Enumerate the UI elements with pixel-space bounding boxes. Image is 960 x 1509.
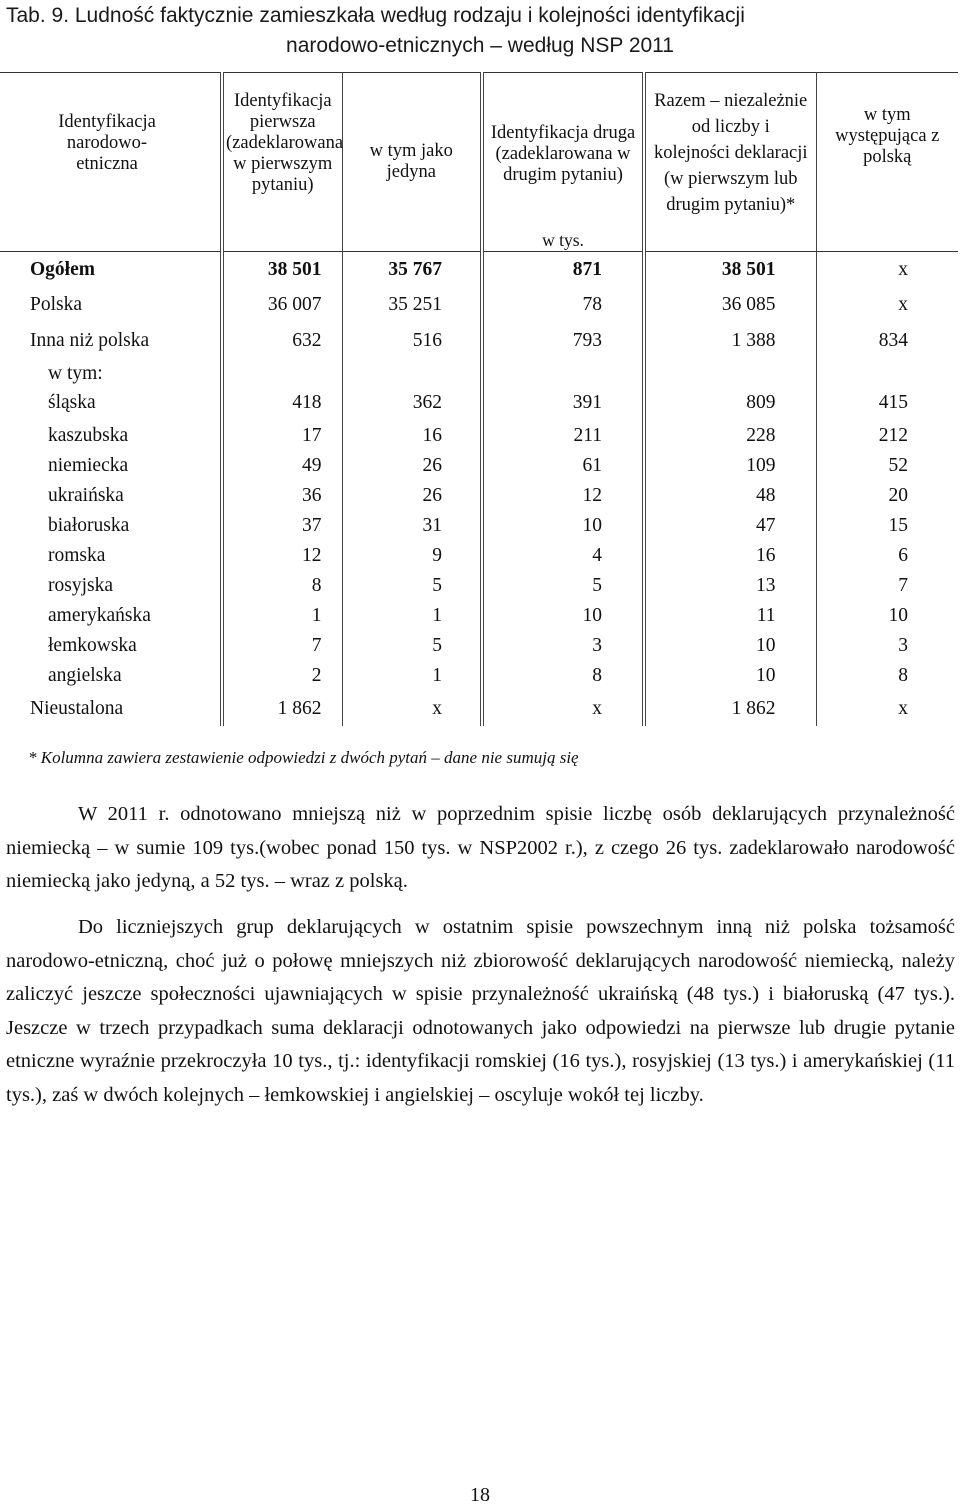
- cell-total: 809: [644, 385, 816, 421]
- header-with-polish: w tym występująca z polską: [816, 73, 958, 252]
- row-label: białoruska: [0, 511, 222, 541]
- cell-first: 632: [222, 323, 342, 359]
- cell-only: [342, 359, 482, 385]
- table-body: [0, 252, 958, 727]
- row-label: łemkowska: [0, 631, 222, 661]
- cell-total: 1 388: [644, 323, 816, 359]
- cell-with-polish: 6: [898, 545, 908, 566]
- cell-only: 35 251: [342, 287, 482, 323]
- cell-with-polish: 415: [878, 392, 908, 413]
- cell-first: 37: [222, 511, 342, 541]
- table-row: [0, 571, 958, 601]
- cell-with-polish: 3: [898, 635, 908, 656]
- cell-second: 391: [482, 385, 644, 421]
- cell-total: 10: [644, 631, 816, 661]
- cell-total: 47: [644, 511, 816, 541]
- row-label: niemiecka: [0, 451, 222, 481]
- cell-first: 36: [222, 481, 342, 511]
- cell-with-polish: 52: [888, 455, 908, 476]
- row-label: Polska: [0, 287, 222, 323]
- cell-with-polish: 10: [888, 605, 908, 626]
- table-row: [0, 385, 958, 421]
- table-row: [0, 691, 958, 726]
- cell-with-polish: 834: [878, 330, 908, 351]
- cell-total: 13: [644, 571, 816, 601]
- cell-total: 48: [644, 481, 816, 511]
- table-row: [0, 601, 958, 631]
- cell-total: 36 085: [644, 287, 816, 323]
- table-row: [0, 631, 958, 661]
- cell-with-polish: [816, 359, 958, 385]
- cell-total: 109: [644, 451, 816, 481]
- cell-second: 793: [482, 323, 644, 359]
- cell-only: 5: [342, 631, 482, 661]
- cell-second: 871: [482, 252, 644, 288]
- cell-total: 16: [644, 541, 816, 571]
- footnote: * Kolumna zawiera zestawienie odpowiedzi z dwóch pytań – dane nie sumują się: [28, 748, 579, 767]
- cell-first: 38 501: [222, 252, 342, 288]
- table-row: [0, 252, 958, 288]
- cell-only: 31: [342, 511, 482, 541]
- cell-second: x: [482, 691, 644, 726]
- header-first-identity: Identyfikacja pierwsza (zadeklarowana w pierwszym pytaniu): [222, 73, 342, 252]
- cell-first: 17: [222, 421, 342, 451]
- table-title-line-1: Tab. 9. Ludność faktycznie zamieszkała według rodzaju i kolejności identyfikacji: [6, 4, 745, 27]
- row-label: kaszubska: [0, 421, 222, 451]
- cell-second: 3: [482, 631, 644, 661]
- table-row: [0, 451, 958, 481]
- cell-total: 38 501: [644, 252, 816, 288]
- row-label: ukraińska: [0, 481, 222, 511]
- cell-only: 26: [342, 481, 482, 511]
- table-row: [0, 287, 958, 323]
- cell-total: 1 862: [644, 691, 816, 726]
- page-number: 18: [470, 1484, 490, 1506]
- cell-with-polish: 20: [888, 485, 908, 506]
- cell-only: x: [342, 691, 482, 726]
- cell-first: 12: [222, 541, 342, 571]
- cell-with-polish: x: [816, 252, 958, 288]
- cell-second: 61: [482, 451, 644, 481]
- cell-first: 36 007: [222, 287, 342, 323]
- cell-first: 2: [222, 661, 342, 691]
- row-label: Nieustalona: [0, 691, 222, 726]
- cell-with-polish: 212: [878, 425, 908, 446]
- table-row: [0, 481, 958, 511]
- cell-second: 4: [482, 541, 644, 571]
- cell-only: 516: [342, 323, 482, 359]
- cell-first: 418: [222, 385, 342, 421]
- cell-second: 8: [482, 661, 644, 691]
- cell-only: 1: [342, 661, 482, 691]
- cell-first: 1 862: [222, 691, 342, 726]
- row-label: w tym:: [0, 359, 222, 385]
- cell-total: 228: [644, 421, 816, 451]
- row-label: amerykańska: [0, 601, 222, 631]
- table-row: [0, 541, 958, 571]
- cell-with-polish: 15: [888, 515, 908, 536]
- row-label: angielska: [0, 661, 222, 691]
- cell-second: 78: [482, 287, 644, 323]
- cell-second: 5: [482, 571, 644, 601]
- cell-with-polish: 7: [898, 575, 908, 596]
- cell-first: 1: [222, 601, 342, 631]
- row-label: śląska: [0, 385, 222, 421]
- cell-with-polish: x: [898, 294, 908, 315]
- identity-table: [0, 72, 958, 726]
- cell-second: [482, 359, 644, 385]
- table-row: [0, 359, 958, 385]
- paragraph-1: [6, 798, 955, 899]
- header-total: Razem – niezależnie od liczby i kolejności deklaracji (w pierwszym lub drugim pytaniu)*: [644, 73, 816, 252]
- row-label: Inna niż polska: [0, 323, 222, 359]
- cell-first: 8: [222, 571, 342, 601]
- cell-total: 10: [644, 661, 816, 691]
- paragraph-1-text: W 2011 r. odnotowano mniejszą niż w poprzednim spisie liczbę osób deklarujących przynależność niemiecką – w sumie 109 tys.(wobec ponad 150 tys. w NSP2002 r.), z czego 26 tys. zadeklarowało narodowość niemiecką jako jedyną, a 52 tys. – wraz z polską.: [6, 803, 955, 892]
- cell-only: 26: [342, 451, 482, 481]
- row-label: rosyjska: [0, 571, 222, 601]
- cell-with-polish: x: [898, 697, 908, 719]
- table-row: [0, 511, 958, 541]
- table-row: [0, 661, 958, 691]
- row-label: romska: [0, 541, 222, 571]
- cell-only: 5: [342, 571, 482, 601]
- unit-label: w tys.: [482, 229, 644, 252]
- cell-with-polish: 8: [898, 665, 908, 686]
- cell-second: 211: [482, 421, 644, 451]
- cell-only: 1: [342, 601, 482, 631]
- cell-only: 362: [342, 385, 482, 421]
- table-row: [0, 421, 958, 451]
- cell-second: 10: [482, 511, 644, 541]
- cell-only: 9: [342, 541, 482, 571]
- table-row: [0, 323, 958, 359]
- cell-total: 11: [644, 601, 816, 631]
- cell-total: [644, 359, 816, 385]
- cell-only: 16: [342, 421, 482, 451]
- cell-only: 35 767: [342, 252, 482, 288]
- cell-second: 12: [482, 481, 644, 511]
- header-second-identity: Identyfikacja druga (zadeklarowana w drugim pytaniu): [482, 73, 644, 230]
- cell-first: 49: [222, 451, 342, 481]
- header-identity: Identyfikacja narodowo-etniczna: [0, 73, 222, 252]
- table-title-line-2: narodowo-etnicznych – według NSP 2011: [286, 34, 674, 57]
- cell-first: [222, 359, 342, 385]
- cell-first: 7: [222, 631, 342, 661]
- paragraph-2-text: Do liczniejszych grup deklarujących w ostatnim spisie powszechnym inną niż polska tożsamość narodowo-etniczną, choć już o połowę mniejszych niż zbiorowość deklarujących narodowość niemiecką, należy zaliczyć jeszcze społeczności ujawniających w spisie przynależność ukraińską (48 tys.) i białoruską (47 tys.). Jeszcze w trzech przypadkach suma deklaracji odnotowanych jako odpowiedzi na pierwsze lub drugie pytanie etniczne wyraźnie przekroczyła 10 tys., tj.: identyfikacji romskiej (16 tys.), rosyjskiej (13 tys.) i amerykańskiej (11 tys.), zaś w dwóch kolejnych – łemkowskiej i angielskiej – oscyluje wokół tej liczby.: [6, 916, 955, 1106]
- paragraph-2: [6, 911, 955, 1112]
- cell-second: 10: [482, 601, 644, 631]
- row-label: Ogółem: [0, 252, 222, 288]
- header-only-identity: w tym jako jedyna: [342, 73, 482, 252]
